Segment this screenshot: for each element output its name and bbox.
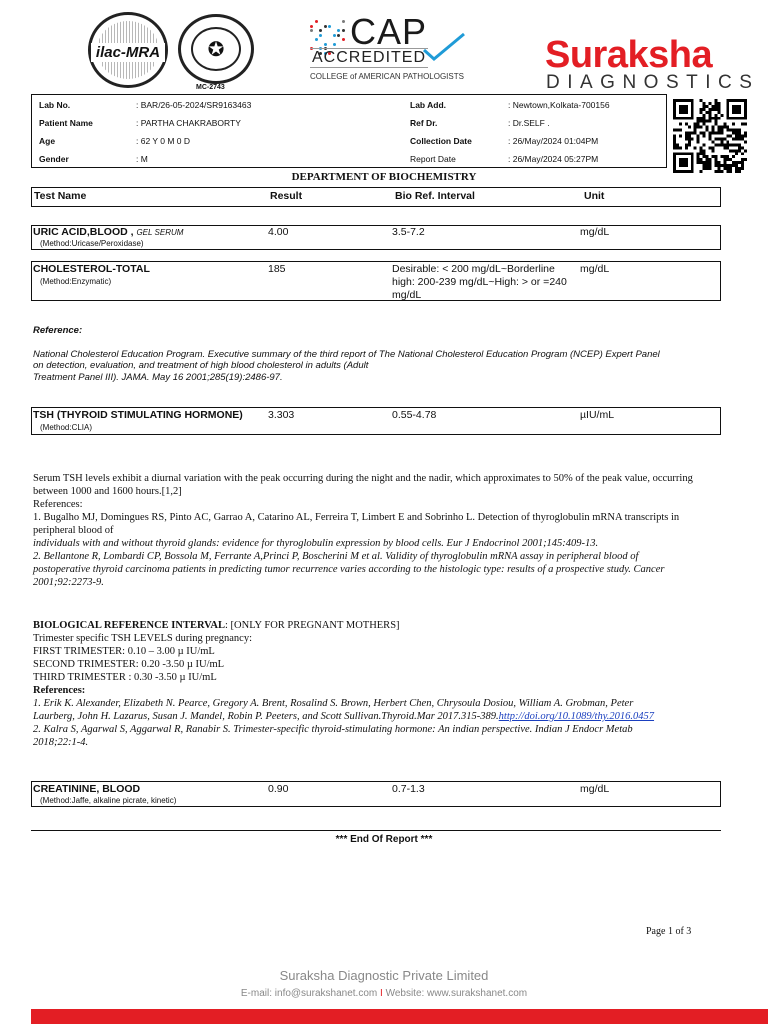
tsh-notes: [33, 472, 723, 589]
nabl-emblem-icon: ✪: [207, 39, 225, 61]
mc-number: MC-2743: [196, 84, 225, 91]
pregnancy-heading: BIOLOGICAL REFERENCE INTERVAL: [33, 620, 225, 631]
contact-email: E-mail: info@surakshanet.com: [240, 988, 378, 999]
chol-reference-line2: on detection, evaluation, and treatment of high blood cholesterol in adults (Adult: [33, 360, 369, 371]
header-test-name: Test Name: [34, 190, 87, 202]
tsh-ref1-line3: individuals with and without thyroid glands: evidence for thyroglobulin expression by blood cells. Eur J Endocrinol 2001;145:409-13.: [33, 538, 599, 549]
cap-check-icon: [420, 32, 466, 62]
method-creatinine: (Method:Jaffe, alkaline picrate, kinetic): [40, 796, 177, 805]
method-uric-acid: (Method:Uricase/Peroxidase): [40, 239, 144, 248]
pregnancy-ref1-line2-wrap: [33, 710, 723, 723]
pregnancy-intro: Trimester specific TSH LEVELS during pregnancy:: [33, 633, 253, 644]
patient-name-label: Patient Name: [39, 118, 93, 128]
lab-no-value: : BAR/26-05-2024/SR9163463: [136, 100, 252, 110]
pregnancy-ref1-line2: Laurberg, John H. Lazarus, Susan J. Mandel, Robin P. Peeters, and Scott Sullivan.Thyroid.Mar 2017.315-389.: [33, 711, 499, 722]
company-name: Suraksha Diagnostic Private Limited: [279, 968, 489, 983]
range-cholesterol-line3: mg/dL: [392, 289, 422, 301]
chol-reference-line3: Treatment Panel III). JAMA. May 16 2001;285(19):2486-97.: [33, 372, 283, 383]
ref-dr-value: : Dr.SELF .: [508, 118, 550, 128]
gender-label: Gender: [39, 154, 69, 164]
tsh-ref1-line2: peripheral blood of: [33, 525, 114, 536]
contact-website: Website: www.surakshanet.com: [385, 988, 528, 999]
lab-add-value: : Newtown,Kolkata-700156: [508, 100, 610, 110]
age-label: Age: [39, 136, 56, 146]
result-uric-acid: 4.00: [268, 226, 289, 238]
qr-code-icon: [673, 99, 747, 173]
header-unit: Unit: [584, 190, 605, 202]
range-cholesterol-line1: Desirable: < 200 mg/dL~Borderline: [392, 263, 555, 275]
doi-link[interactable]: http://doi.org/10.1089/thy.2016.0457: [498, 711, 655, 722]
chol-reference-line1: National Cholesterol Education Program. Executive summary of the third report of The National Cholesterol Education Program (NCEP) Expert Panel: [33, 349, 660, 360]
patient-name-value: : PARTHA CHAKRABORTY: [136, 118, 241, 128]
brand-name: Suraksha: [545, 34, 713, 76]
pregnancy-references-label: References:: [33, 685, 86, 696]
collection-date-label: Collection Date: [410, 136, 472, 146]
test-name-creatinine: CREATININE, BLOOD: [33, 783, 141, 795]
chol-reference-heading: Reference:: [33, 325, 83, 336]
end-of-report: *** End Of Report ***: [335, 834, 433, 845]
nabl-seal-logo: [178, 14, 254, 84]
unit-uric-acid: mg/dL: [580, 226, 610, 238]
range-tsh: 0.55-4.78: [392, 409, 437, 421]
unit-creatinine: mg/dL: [580, 783, 610, 795]
report-date-value: : 26/May/2024 05:27PM: [508, 154, 599, 164]
pregnancy-reference: [33, 619, 723, 749]
tsh-references-label: References:: [33, 499, 83, 510]
uric-acid-name: URIC ACID,BLOOD ,: [33, 226, 134, 238]
result-cholesterol: 185: [268, 263, 286, 275]
cap-title: CAP: [350, 11, 428, 52]
second-trimester: SECOND TRIMESTER: 0.20 -3.50 µ IU/mL: [33, 659, 225, 670]
pregnancy-heading-line: [33, 619, 723, 632]
third-trimester: THIRD TRIMESTER : 0.30 -3.50 µ IU/mL: [33, 672, 217, 683]
gender-value: : M: [136, 154, 148, 164]
test-name-cholesterol: CHOLESTEROL-TOTAL: [33, 263, 150, 275]
results-table-header: [31, 187, 721, 207]
pregnancy-ref2-line2: 2018;22:1-4.: [33, 737, 89, 748]
collection-date-value: : 26/May/2024 01:04PM: [508, 136, 599, 146]
pregnancy-ref1-line1: 1. Erik K. Alexander, Elizabeth N. Pearce, Gregory A. Brent, Rosalind S. Brown, Herbert Chen, Chrysoula Dosiou, William A. Grobman, Peter: [33, 698, 634, 709]
brand-subtitle: DIAGNOSTICS: [546, 72, 760, 93]
unit-cholesterol: mg/dL: [580, 263, 610, 275]
range-uric-acid: 3.5-7.2: [392, 226, 425, 238]
result-creatinine: 0.90: [268, 783, 289, 795]
method-tsh: (Method:CLIA): [40, 423, 93, 432]
ref-dr-label: Ref Dr.: [410, 118, 438, 128]
range-creatinine: 0.7-1.3: [392, 783, 425, 795]
uric-acid-sample: GEL SERUM: [136, 228, 184, 237]
department-title: DEPARTMENT OF BIOCHEMISTRY: [291, 171, 477, 183]
cap-accredited: ACCREDITED: [312, 49, 427, 66]
end-rule: [31, 830, 721, 831]
pregnancy-ref2-line1: 2. Kalra S, Agarwal S, Aggarwal R, Ranabir S. Trimester-specific thyroid-stimulating hormone: An indian perspective. Indian J Endocr Metab: [33, 724, 633, 735]
test-name-tsh: TSH (THYROID STIMULATING HORMONE): [33, 409, 243, 421]
cap-subtitle: COLLEGE of AMERICAN PATHOLOGISTS: [310, 72, 464, 81]
tsh-ref2-line1: 2. Bellantone R, Lombardi CP, Bossola M, Ferrante A,Princi P, Boscherini M et al. Validity of thyroglobulin mRNA assay in peripheral blood of: [33, 551, 639, 562]
tsh-ref2-line3: 2001;92:2273-9.: [33, 577, 104, 588]
first-trimester: FIRST TRIMESTER: 0.10 – 3.00 µ IU/mL: [33, 646, 215, 657]
report-date-label: Report Date: [410, 154, 456, 164]
lab-no-label: Lab No.: [39, 100, 71, 110]
age-value: : 62 Y 0 M 0 D: [136, 136, 191, 146]
tsh-note-p1-line1: Serum TSH levels exhibit a diurnal variation with the peak occurring during the night and the nadir, which approximates to 50% of the peak value, occurring: [33, 473, 693, 484]
tsh-ref1-line1: 1. Bugalho MJ, Domingues RS, Pinto AC, Garrao A, Catarino AL, Ferreira T, Limbert E and Sobrinho L. Detection of thyroglobulin mRNA transcripts in: [33, 512, 680, 523]
unit-tsh: µIU/mL: [580, 409, 615, 421]
header-ref-interval: Bio Ref. Interval: [395, 190, 475, 202]
header-result: Result: [270, 190, 303, 202]
ilac-mra-logo: [88, 12, 168, 88]
footer-red-bar: [31, 1009, 768, 1024]
page-number: Page 1 of 3: [646, 926, 692, 937]
tsh-note-p1-line2: between 1000 and 1600 hours.[1,2]: [33, 486, 182, 497]
result-tsh: 3.303: [268, 409, 295, 421]
tsh-ref2-line2: postoperative thyroid carcinoma patients in predicting tumor recurrence varies according to the histologic type: results of a prospective study. Cancer: [33, 564, 665, 575]
contact-line: [0, 988, 768, 999]
range-cholesterol-line2: high: 200-239 mg/dL~High: > or =240: [392, 276, 567, 288]
test-name-uric-acid: [33, 226, 183, 238]
lab-add-label: Lab Add.: [410, 100, 447, 110]
ilac-logo-text: ilac-MRA: [91, 43, 165, 62]
pregnancy-heading-rest: : [ONLY FOR PREGNANT MOTHERS]: [224, 620, 400, 631]
method-cholesterol: (Method:Enzymatic): [40, 277, 112, 286]
contact-separator: I: [377, 988, 386, 999]
